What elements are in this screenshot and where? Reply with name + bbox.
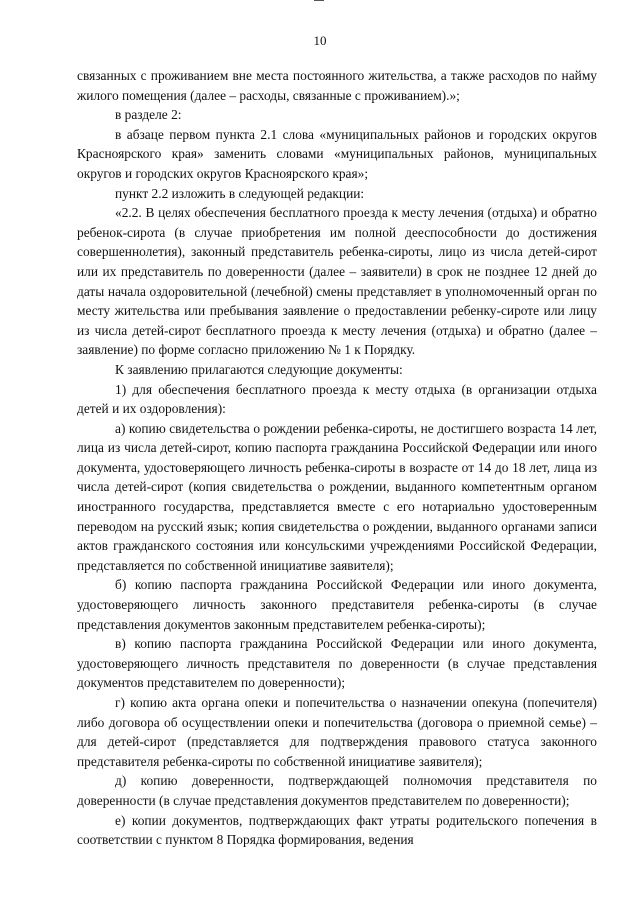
paragraph: д) копию доверенности, подтверждающей полномочия представителя по доверенности (в случае представления документов представителем по доверенности); xyxy=(77,773,597,808)
top-edge-mark xyxy=(314,0,324,1)
paragraph: 1) для обеспечения бесплатного проезда к месту отдыха (в организации отдыха детей и их оздоровления): xyxy=(77,381,597,417)
paragraph: в) копию паспорта гражданина Российской Федерации или иного документа, удостоверяющего личность представителя по доверенности (в случае представления документов представителем по доверенности); xyxy=(77,636,597,691)
paragraph: «2.2. В целях обеспечения бесплатного проезда к месту лечения (отдыха) и обратно ребенок-сирота (в случае приобретения им полной дееспособности до достижения совершеннолетия), законный представитель ребенка-сироты, лицо из числа детей-сирот или их представитель по доверенности (далее – заявители) в срок не позднее 12 дней до даты начала оздоровительной (лечебной) смены представляет в уполномоченный орган по месту жительства или пребывания заявление о предоставлении ребенку-сироте или лицу из числа детей-сирот бесплатного проезда к месту лечения (отдыха) и обратно (далее – заявление) по форме согласно приложению № 1 к Порядку. xyxy=(77,205,597,358)
paragraph: е) копии документов, подтверждающих факт утраты родительского попечения в соответствии с пунктом 8 Порядка формирования, ведения xyxy=(77,812,597,848)
paragraph: в абзаце первом пункта 2.1 слова «муниципальных районов и городских округов Красноярского края» заменить словами «муниципальных районов, муниципальных округов и городских округов Красноярского края»; xyxy=(77,126,597,181)
paragraph: связанных с проживанием вне места постоянного жительства, а также расходов по найму жилого помещения (далее – расходы, связанные с проживанием).»; xyxy=(77,68,597,103)
paragraph: б) копию паспорта гражданина Российской Федерации или иного документа, удостоверяющего личность законного представителя ребенка-сироты (в случае представления документов законным представителем ребенка-сироты); xyxy=(77,577,597,632)
paragraph: г) копию акта органа опеки и попечительства о назначении опекуна (попечителя) либо договора об осуществлении опеки и попечительства (договора о приемной семье) – для детей-сирот (представляется для подтверждения правового статуса законного представителя ребенка-сироты по собственной инициативе заявителя); xyxy=(77,695,597,769)
page-number: 10 xyxy=(313,33,327,48)
paragraph: в разделе 2: xyxy=(115,107,182,123)
paragraph: а) копию свидетельства о рождении ребенка-сироты, не достигшего возраста 14 лет, лица из числа детей-сирот, копию паспорта гражданина Российской Федерации или иного документа, удостоверяющего личность ребенка-сироты в возрасте от 14 до 18 лет, лица из числа детей-сирот (копия свидетельства о рождении, выданного компетентным органом иностранного государства, представляется вместе с его нотариально удостоверенным переводом на русский язык; копия свидетельства о рождении, выданного органами записи актов гражданского состояния или консульскими учреждениями Российской Федерации, представляется по собственной инициативе заявителя); xyxy=(77,420,597,573)
document-body xyxy=(77,66,597,850)
paragraph: пункт 2.2 изложить в следующей редакции: xyxy=(115,185,365,201)
paragraph: К заявлению прилагаются следующие документы: xyxy=(115,361,403,377)
